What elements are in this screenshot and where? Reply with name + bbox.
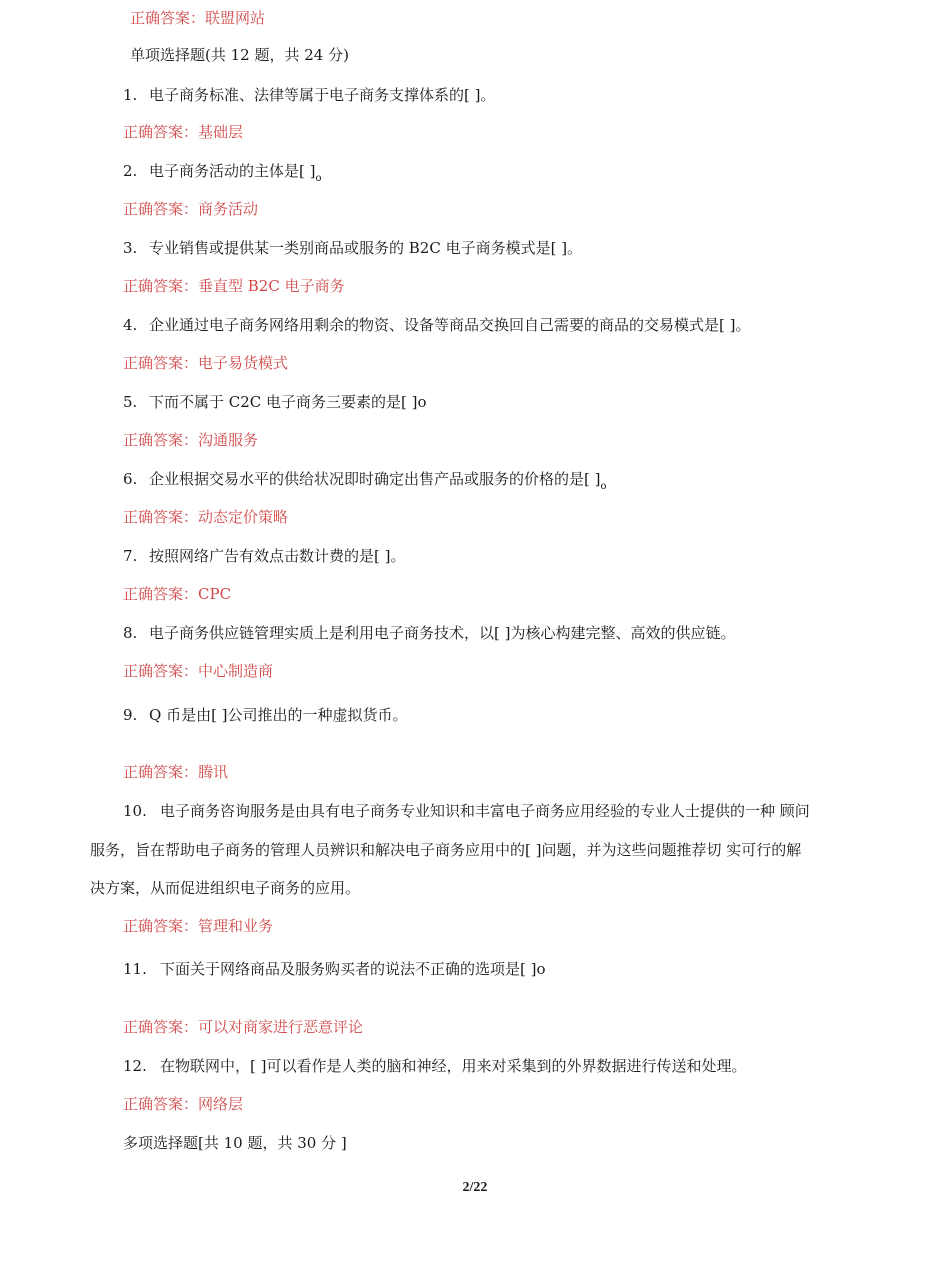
question-text: 专业销售或提供某一类别商品或服务的 B2C 电子商务模式是[ ]。 [149,239,583,257]
answer-5: 正确答案：沟通服务 [123,431,259,449]
section-heading-single-choice: 单项选择题(共 12 题，共 24 分) [130,46,349,64]
question-suffix: o [600,481,607,492]
question-number: 8. [123,624,138,642]
question-number: 1. [123,86,138,104]
question-suffix: o [315,173,322,184]
question-number: 5. [123,393,138,411]
question-number: 7. [123,547,138,565]
answer-6: 正确答案：动态定价策略 [123,508,289,526]
question-4 [123,315,750,335]
previous-answer: 正确答案：联盟网站 [130,9,266,27]
question-9 [123,705,408,725]
question-8 [123,623,735,643]
question-2 [123,161,322,184]
answer-8: 正确答案：中心制造商 [123,662,274,680]
question-1 [123,85,495,105]
question-text: 电子商务咨询服务是由具有电子商务专业知识和丰富电子商务应用经验的专业人士提供的一种 顾问 [160,802,810,820]
answer-4: 正确答案：电子易货模式 [123,354,289,372]
question-text: 按照网络广告有效点击数计费的是[ ]。 [149,547,406,565]
answer-1: 正确答案：基础层 [123,123,244,141]
page-number: 2/22 [462,1180,488,1195]
question-number: 3. [123,239,138,257]
question-12 [123,1056,746,1076]
answer-9: 正确答案：腾讯 [123,763,229,781]
question-number: 12. [123,1057,147,1075]
question-6 [123,469,607,492]
question-text: 电子商务标准、法律等属于电子商务支撑体系的[ ]。 [149,86,496,104]
answer-3: 正确答案：垂直型 B2C 电子商务 [123,277,345,295]
question-number: 9. [123,706,138,724]
question-3 [123,238,582,258]
question-text: 电子商务活动的主体是[ ] [149,162,316,180]
question-text: 电子商务供应链管理实质上是利用电子商务技术，以[ ]为核心构建完整、高效的供应链。 [149,624,736,642]
answer-7: 正确答案：CPC [123,585,232,603]
question-10-line-2: 服务，旨在帮助电子商务的管理人员辨识和解决电子商务应用中的[ ]问题，并为这些问题推荐切 实可行的解 [90,841,802,859]
question-text: 下而不属于 C2C 电子商务三要素的是[ ]o [149,393,427,411]
question-text: Q 币是由[ ]公司推出的一种虚拟货币。 [149,706,408,724]
answer-10: 正确答案：管理和业务 [123,917,274,935]
question-number: 11. [123,960,147,978]
question-number: 6. [123,470,138,488]
question-text: 企业通过电子商务网络用剩余的物资、设备等商品交换回自己需要的商品的交易模式是[ ]。 [149,316,751,334]
question-10-line-3: 决方案，从而促进组织电子商务的应用。 [90,879,361,897]
question-7 [123,546,405,566]
question-number: 2. [123,162,138,180]
question-number: 10. [123,802,147,820]
question-number: 4. [123,316,138,334]
question-5 [123,392,427,412]
question-text: 下面关于网络商品及服务购买者的说法不正确的选项是[ ]o [160,960,546,978]
question-text: 企业根据交易水平的供给状况即时确定出售产品或服务的价格的是[ ] [149,470,601,488]
question-11 [123,959,546,979]
answer-11: 正确答案：可以对商家进行恶意评论 [123,1018,364,1036]
question-text: 在物联网中，[ ]可以看作是人类的脑和神经，用来对采集到的外界数据进行传送和处理。 [160,1057,747,1075]
section-heading-multiple-choice: 多项选择题[共 10 题，共 30 分 ] [123,1134,347,1152]
answer-12: 正确答案：网络层 [123,1095,244,1113]
answer-2: 正确答案：商务活动 [123,200,259,218]
question-10 [123,801,810,821]
